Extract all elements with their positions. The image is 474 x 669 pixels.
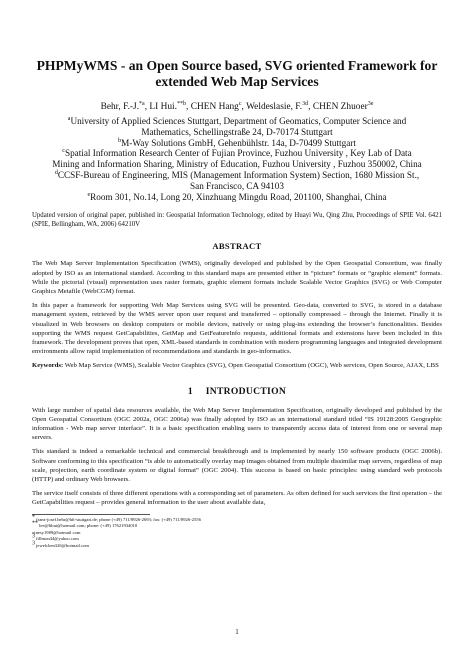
keywords	[32, 361, 442, 370]
footnote-divider	[32, 514, 150, 515]
author: LI Hui.$^{**b}$,	[149, 100, 191, 112]
affiliation-line: Mathematics, Schellingstraße 24, D-70174 Stuttgart	[141, 126, 333, 137]
affiliation-list	[32, 116, 442, 202]
page-number: 1	[235, 628, 239, 636]
affiliation-line: $^b$M-Way Solutions GmbH, Gehenbühlstr. 14a, D-70499 Stuttgart	[118, 137, 356, 148]
author: Weldeslasie, F.$^{3d}$,	[246, 100, 313, 112]
paper-title: PHPMyWMS - an Open Source based, SVG oriented Framework for extended Web Map Services	[36, 58, 438, 89]
author: CHEN Zhuoer$^{3e}$	[312, 100, 374, 112]
affiliation-line: Mining and Information Sharing, Ministry of Education, Fuzhou University , Fuzhou 350002, China	[52, 159, 422, 170]
abstract-paragraph: In this paper a framework for supporting Web Map Services using SVG will be presented. Geo-data, converted to SVG, is stored in a database management system, retrieved by the WMS server upon user request and transferred – optionally compressed – through the Internet. Finally it is visualized in Web browsers on desktop computers or mobile devices, natively or using plug-ins extending the browser’s functionalities. Besides supporting the WMS request GetCapabilities, GetMap and GetFeatureInfo requests, additional formats and extensions have been included in this framework. The development proves that open, XML-based standards in combination with modern programming languages and integrated development environments allow rapid implementation of recommendations and standards in geo-informatics.	[32, 302, 442, 356]
intro-paragraph: The service itself consists of three different operations with a corresponding set of parameters. As often defined for such services the first operation – the GetCapabilities request – provides general information to the user about available data,	[32, 490, 442, 507]
footnote: xinesy1989@hotmail.com	[32, 529, 81, 535]
affiliation-line: $^e$Room 301, No.14, Long 20, Xinzhuang Mingdu Road, 201100, Shanghai, China	[87, 191, 387, 202]
keywords-label: Keywords:	[32, 362, 64, 370]
affiliation-line: San Francisco, CA 94103	[190, 180, 284, 191]
footnotes	[32, 514, 442, 550]
keywords-text: Web Map Service (WMS), Scalable Vector Graphics (SVG), Open Geospatial Consortium (OGC), Web services, Open Source, AJAX, LBS	[64, 362, 439, 370]
abstract-paragraph: The Web Map Server Implementation Specification (WMS), originally developed and published by the Open Geospatial Consortium, was finally adopted by ISO as an international standard. According to this standard maps are presented either in “picture” formats or “graphic element” formats. While the pictorial (visual) representation uses raster formats, graphic element formats include Scalable Vector Graphics (SVG) or Web Computer Graphics Metafile (WebCGM) format.	[32, 260, 442, 295]
affiliation-line: $^c$Spatial Information Research Center of Fujian Province, Fuzhou University , Key Lab of Data	[62, 148, 412, 159]
affiliation-line: $^a$University of Applied Sciences Stuttgart, Department of Geomatics, Computer Science and	[67, 115, 407, 126]
footnote: ** lee@lihui@hotmail.com; phone: (+49) 17621934010	[32, 520, 138, 529]
section-heading-introduction: 1 INTRODUCTION	[187, 385, 287, 397]
footnote: * franz-josef.behr@hft-stuttgart.de; phone (+49) 711/8926-2693; fax: (+49) 711/8926-2556	[32, 514, 201, 522]
footnote: $^3$ fillmon44@yahoo.com	[32, 533, 79, 542]
affiliation-line: $^d$CCSF-Bureau of Engineering, MIS (Management Information System) Section, 1680 Mission St.,	[54, 169, 420, 180]
author: CHEN Hang$^c$,	[190, 100, 247, 112]
author-list	[32, 101, 442, 113]
publication-note: Updated version of original paper, published in: Geospatial Information Technology, edited by Huayi Wu, Qing Zhu, Proceedings of SPIE Vol. 6421 (SPIE, Bellingham, WA, 2006) 64210V	[32, 212, 442, 229]
author: Behr, F.-J.$^{*a}$,	[100, 100, 150, 112]
abstract-heading: ABSTRACT	[212, 241, 262, 252]
intro-paragraph: This standard is indeed a remarkable technical and commercial breakthrough and is implemented by nearly 150 software products (OGC 2006b). Software conforming to this specification “is able to automatically overlay map images obtained from multiple dissimilar map servers, regardless of map scale, projection, earth coordinate system or digital format” (OGC 2004). This success is based on basic principles: using standard web protocols (HTTP) and ordinary Web browsers.	[32, 448, 442, 484]
intro-paragraph: With large number of spatial data resources available, the Web Map Server Implementation Specification, originally developed and published by the Open Geospatial Consortium (OGC 2002a, OGC 2006a) was finally adopted by ISO as an international standard titled “IS 19128:2005 Geographic information - Web map server interface”. It is a basic specification enabling users to transparently access data of interest from one or several map servers.	[32, 406, 442, 442]
footnote: $^3$ jewelchen326@hotmail.com	[32, 540, 89, 549]
